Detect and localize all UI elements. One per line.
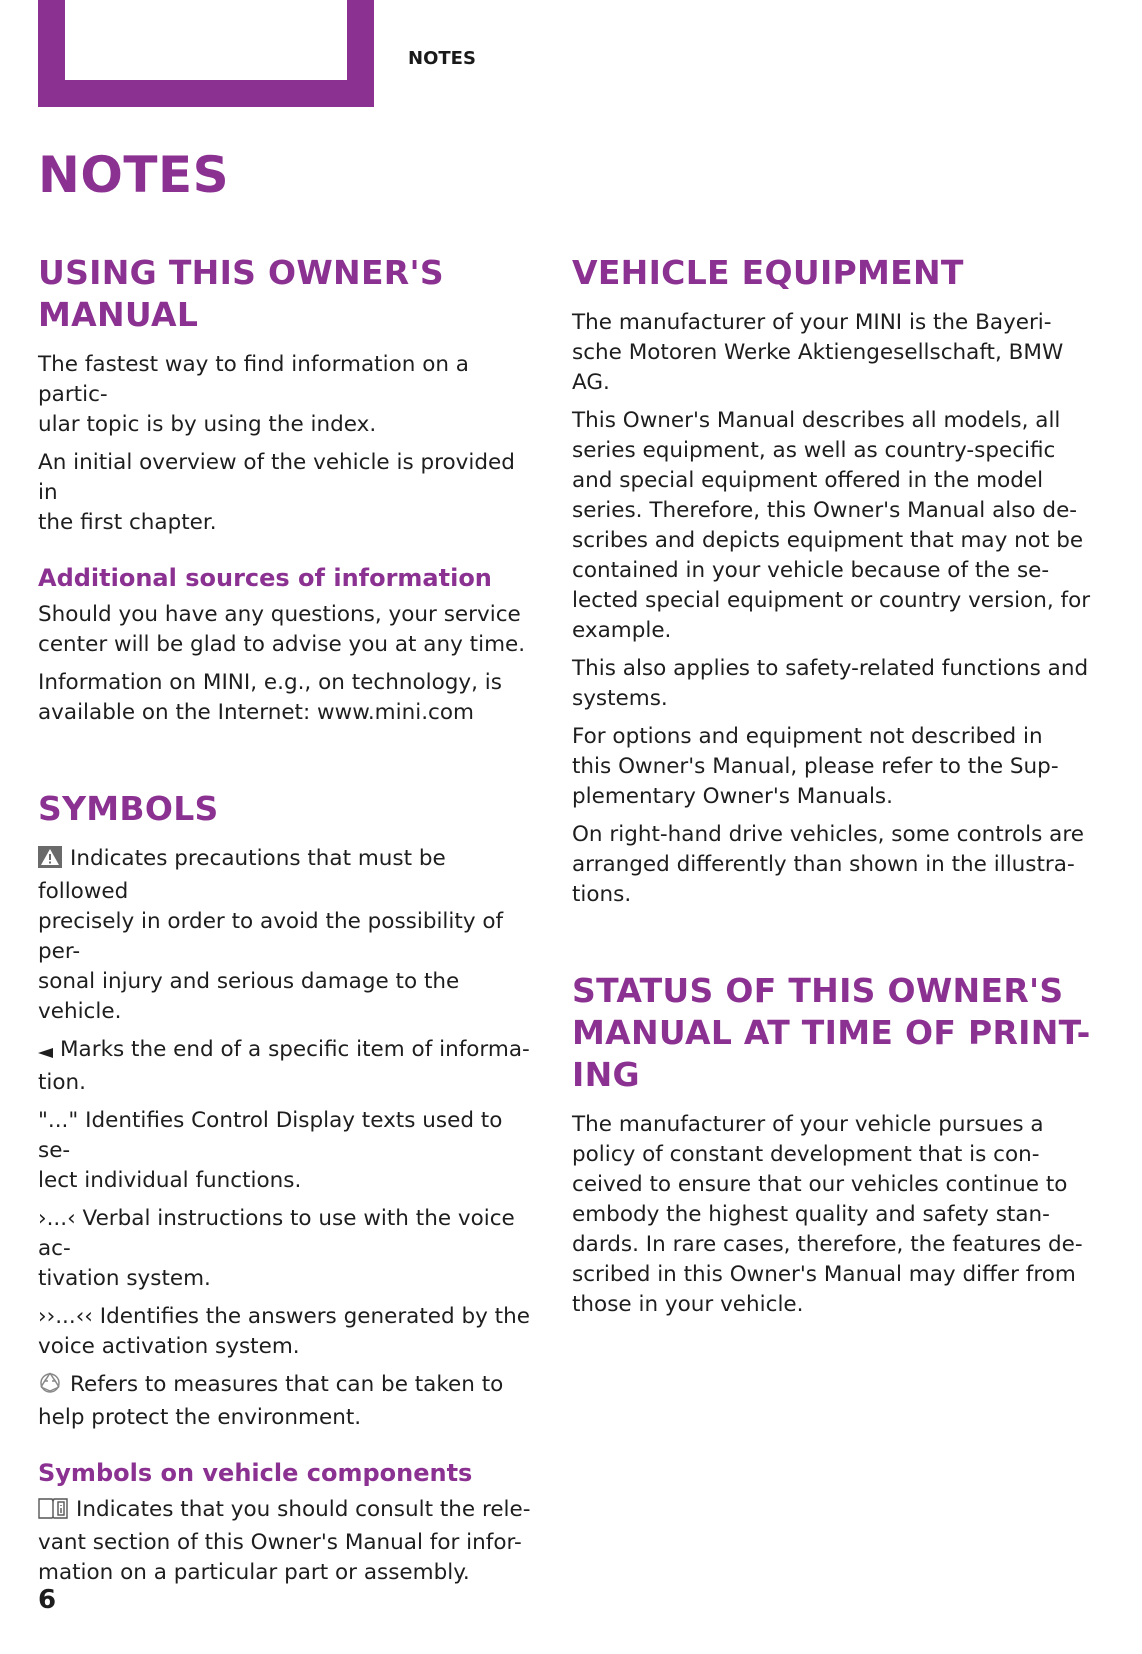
symbol-item: "..." Identifies Control Display texts used to se- lect individual functions. xyxy=(38,1108,503,1193)
symbols-heading: SYMBOLS xyxy=(38,789,219,828)
components-text: Indicates that you should consult the rele- vant section of this Owner's Manual for infor- mation on a particular part or assembly. xyxy=(38,1497,531,1585)
vehicle-equipment-paragraph: On right-hand drive vehicles, some controls are arranged differently than shown in the illustra- tions. xyxy=(572,822,1084,907)
symbol-text: Indicates precautions that must be followed precisely in order to avoid the possibility of per- sonal injury and serious damage to the vehicle. xyxy=(38,846,504,1024)
running-header: NOTES xyxy=(408,48,476,69)
symbol-item xyxy=(38,1370,538,1433)
additional-sources-paragraph: Should you have any questions, your service center will be glad to advise you at any time. xyxy=(38,602,526,657)
additional-sources-heading: Additional sources of information xyxy=(38,564,492,592)
vehicle-components-heading: Symbols on vehicle components xyxy=(38,1459,473,1487)
recycle-icon xyxy=(38,1370,62,1403)
using-manual-paragraph: An initial overview of the vehicle is provided in the first chapter. xyxy=(38,450,515,535)
vehicle-equipment-paragraph: This Owner's Manual describes all models, all series equipment, as well as country-specific and special equipment offered in the model series. Therefore, this Owner's Manual also de- scribes and depicts equipment that may not be contained in your vehicle because of the se- lected special equipment or country version, for example. xyxy=(572,408,1091,643)
using-manual-paragraph: The fastest way to find information on a partic- ular topic is by using the index. xyxy=(38,352,469,437)
page-number: 6 xyxy=(38,1585,57,1615)
symbol-text: Marks the end of a specific item of informa- tion. xyxy=(38,1037,530,1095)
symbol-item: ›...‹ Verbal instructions to use with the voice ac- tivation system. xyxy=(38,1206,515,1291)
symbol-item xyxy=(38,1035,538,1098)
status-heading: STATUS OF THIS OWNER'S MANUAL AT TIME OF PRINT- ING xyxy=(572,971,1091,1094)
vehicle-components-paragraph xyxy=(38,1495,538,1588)
vehicle-equipment-paragraph: The manufacturer of your MINI is the Bayeri- sche Motoren Werke Aktiengesellschaft, BMW AG. xyxy=(572,310,1064,395)
using-manual-heading: USING THIS OWNER'S MANUAL xyxy=(38,253,444,334)
vehicle-equipment-paragraph: This also applies to safety-related functions and systems. xyxy=(572,656,1089,711)
book-info-icon xyxy=(38,1497,68,1528)
additional-sources-paragraph: Information on MINI, e.g., on technology, is available on the Internet: www.mini.com xyxy=(38,670,502,725)
symbol-text: Refers to measures that can be taken to help protect the environment. xyxy=(38,1372,504,1430)
end-marker-icon xyxy=(38,1038,54,1068)
page-title: NOTES xyxy=(38,146,230,204)
symbol-item: ››...‹‹ Identifies the answers generated by the voice activation system. xyxy=(38,1304,530,1359)
right-column xyxy=(572,252,1092,1320)
status-paragraph: The manufacturer of your vehicle pursues a policy of constant development that is con- ceived to ensure that our vehicles continue to embody the highest quality and safety stan- dards. In rare cases, therefore, the features de- scribed in this Owner's Manual may differ from those in your vehicle. xyxy=(572,1112,1083,1317)
symbol-item xyxy=(38,844,538,1027)
vehicle-equipment-heading: VEHICLE EQUIPMENT xyxy=(572,253,964,292)
warning-triangle-icon xyxy=(38,846,62,877)
left-column xyxy=(38,252,538,1588)
vehicle-equipment-paragraph: For options and equipment not described in this Owner's Manual, please refer to the Sup- plementary Owner's Manuals. xyxy=(572,724,1059,809)
chapter-tab-marker xyxy=(38,0,374,107)
